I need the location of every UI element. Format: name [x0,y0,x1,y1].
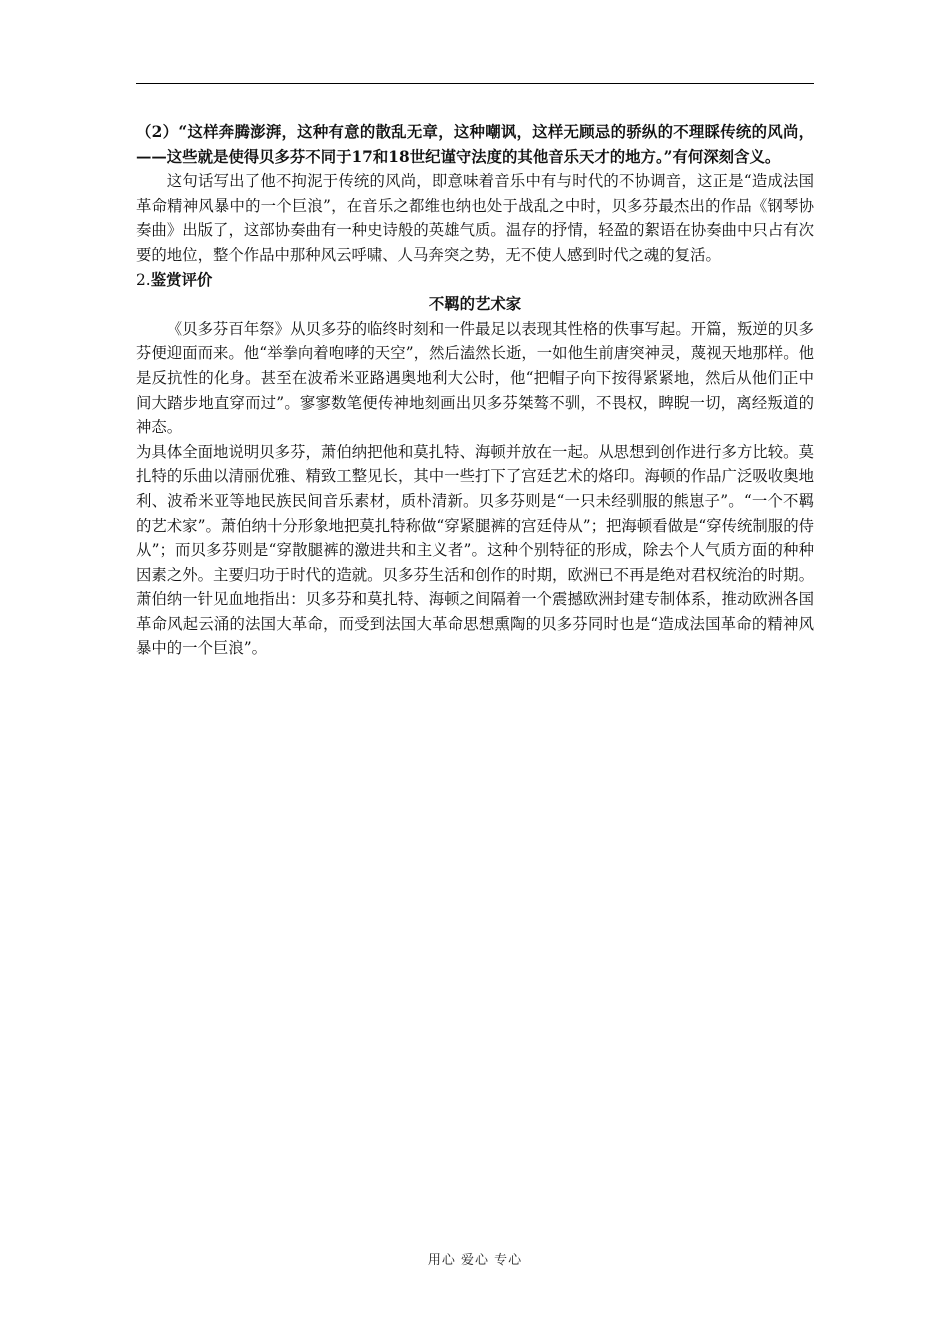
page-footer: 用心 爱心 专心 [427,1253,523,1268]
header-rule [136,83,814,84]
essay-paragraph-1: 《贝多芬百年祭》从贝多芬的临终时刻和一件最足以表现其性格的佚事写起。开篇，叛逆的贝多芬便迎面而来。他“举拳向着咆哮的天空”，然后溘然长逝，一如他生前唐突神灵，蔑视天地那样。他是反抗性的化身。甚至在波希米亚路遇奥地利大公时，他“把帽子向下按得紧紧地，然后从他们正中间大踏步地直穿而过”。寥寥数笔便传神地刻画出贝多芬桀骜不驯，不畏权，睥睨一切，离经叛道的神态。 [136,319,814,437]
document-body [136,120,814,661]
essay-paragraph-2: 为具体全面地说明贝多芬，萧伯纳把他和莫扎特、海顿并放在一起。从思想到创作进行多方比较。莫扎特的乐曲以清丽优雅、精致工整见长，其中一些打下了宫廷艺术的烙印。海顿的作品广泛吸收奥地利、波希米亚等地民族民间音乐素材，质朴清新。贝多芬则是“一只未经驯服的熊崽子”。“一个不羁的艺术家”。萧伯纳十分形象地把莫扎特称做“穿紧腿裤的宫廷侍从”；把海顿看做是“穿传统制服的侍从”；而贝多芬则是“穿散腿裤的激进共和主义者”。这种个别特征的形成，除去个人气质方面的种种因素之外。主要归功于时代的造就。贝多芬生活和创作的时期，欧洲已不再是绝对君权统治的时期。萧伯纳一针见血地指出：贝多芬和莫扎特、海顿之间隔着一个震撼欧洲封建专制体系，推动欧洲各国革命风起云涌的法国大革命，而受到法国大革命思想熏陶的贝多芬同时也是“造成法国革命的精神风暴中的一个巨浪”。 [136,442,814,658]
question-text: （2）“这样奔腾澎湃，这种有意的散乱无章，这种嘲讽，这样无顾忌的骄纵的不理睬传统的风尚，——这些就是使得贝多芬不同于17和18世纪谨守法度的其他音乐天才的地方。”有何深刻含义。 [136,123,814,166]
section-heading [136,268,814,293]
section-heading-label: 鉴赏评价 [150,270,213,289]
essay-title: 不羁的艺术家 [428,295,522,314]
answer-paragraph: 这句话写出了他不拘泥于传统的风尚，即意味着音乐中有与时代的不协调音，这正是“造成法国革命精神风暴中的一个巨浪”，在音乐之都维也纳也处于战乱之中时，贝多芬最杰出的作品《钢琴协奏曲》出版了，这部协奏曲有一种史诗般的英雄气质。温存的抒情，轻盈的絮语在协奏曲中只占有次要的地位，整个作品中那种风云呼啸、人马奔突之势，无不使人感到时代之魂的复活。 [136,172,814,264]
section-number: 2. [136,270,151,289]
